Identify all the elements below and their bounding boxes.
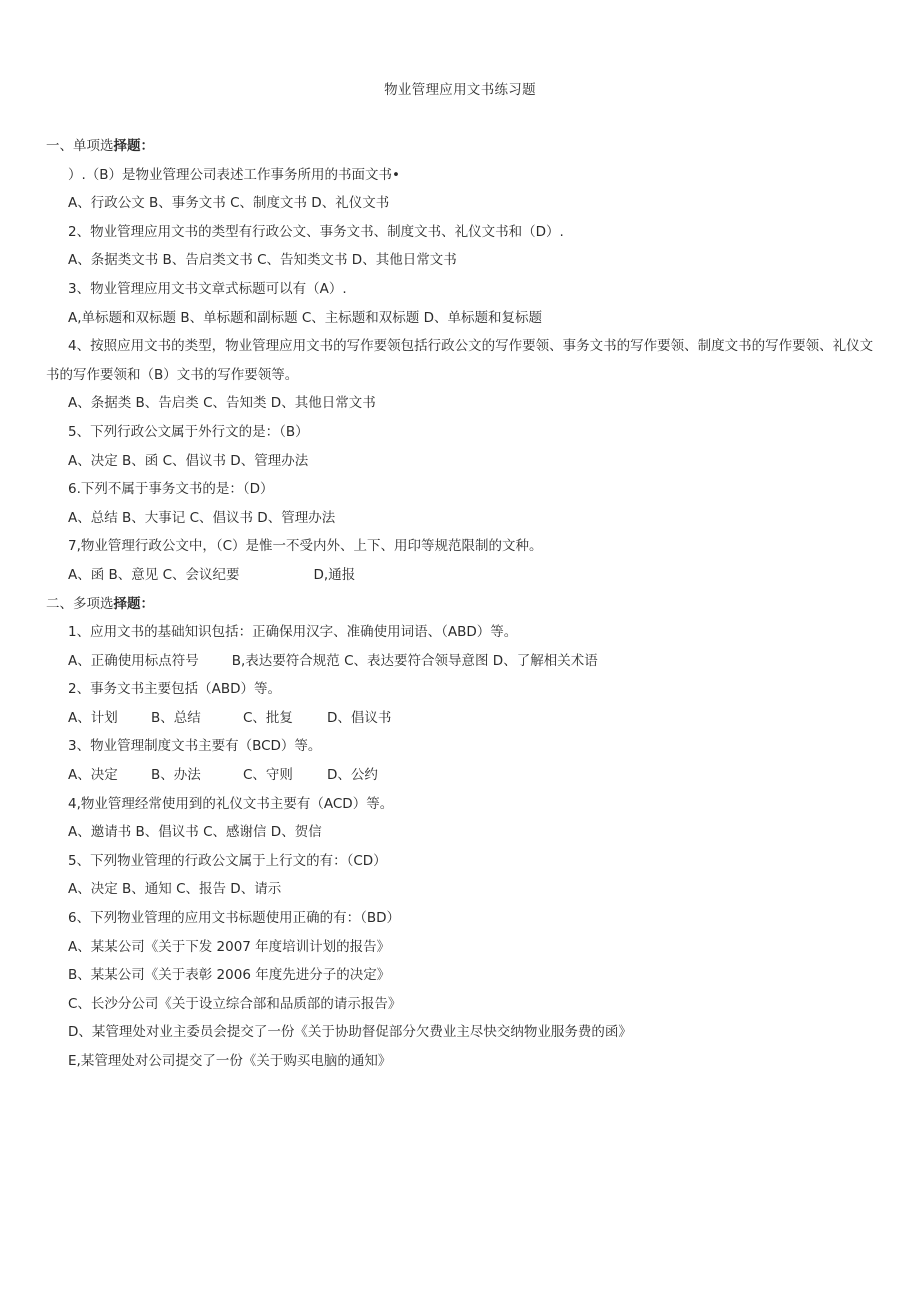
option-line: D、某管理处对业主委员会提交了一份《关于协助督促部分欠费业主尽快交纳物业服务费的函》 bbox=[68, 1024, 632, 1041]
section-heading-bold: 择题： bbox=[113, 595, 154, 612]
question-line: 7,物业管理行政公文中，（C）是惟一不受内外、上下、用印等规范限制的文种。 bbox=[68, 538, 543, 555]
question-line: ）.（B）是物业管理公司表述工作事务所用的书面文书• bbox=[68, 166, 401, 183]
document-title: 物业管理应用文书练习题 bbox=[384, 82, 536, 98]
option-line bbox=[46, 561, 876, 590]
option-item: B、办法 bbox=[151, 767, 201, 784]
option-group: D,通报 bbox=[313, 566, 356, 583]
option-item: D、倡议书 bbox=[327, 709, 392, 726]
option-line bbox=[46, 704, 876, 733]
option-line: A、条据类文书 B、告启类文书 C、告知类文书 D、其他日常文书 bbox=[68, 252, 457, 269]
option-line: A、行政公文 B、事务文书 C、制度文书 D、礼仪文书 bbox=[68, 195, 390, 212]
option-item: C、守则 bbox=[243, 767, 293, 784]
option-line bbox=[46, 761, 876, 790]
option-line: A、决定 B、通知 C、报告 D、请示 bbox=[68, 881, 282, 898]
question-line: 5、下列行政公文属于外行文的是：（B） bbox=[68, 423, 309, 440]
section-heading-multiple-choice bbox=[46, 590, 876, 619]
option-line: A,单标题和双标题 B、单标题和副标题 C、主标题和双标题 D、单标题和复标题 bbox=[68, 309, 542, 326]
question-line: 3、物业管理制度文书主要有（BCD）等。 bbox=[68, 738, 322, 755]
question-line: 3、物业管理应用文书文章式标题可以有（A）. bbox=[68, 280, 347, 297]
option-item: A、决定 bbox=[68, 767, 118, 784]
option-line bbox=[46, 647, 876, 676]
option-line: E,某管理处对公司提交了一份《关于购买电脑的通知》 bbox=[68, 1053, 392, 1069]
option-item: A、计划 bbox=[68, 709, 118, 726]
option-line: A、总结 B、大事记 C、倡议书 D、管理办法 bbox=[68, 509, 336, 526]
question-line: 2、物业管理应用文书的类型有行政公文、事务文书、制度文书、礼仪文书和（D）. bbox=[68, 223, 564, 240]
question-paragraph: 4、按照应用文书的类型，物业管理应用文书的写作要领包括行政公文的写作要领、事务文书的写作要领、制度文书的写作要领、礼仪文书的写作要领和（B）文书的写作要领等。 bbox=[46, 338, 874, 383]
option-group: B,表达要符合规范 C、表达要符合领导意图 D、了解相关术语 bbox=[231, 652, 598, 669]
section-heading-bold: 择题： bbox=[113, 138, 154, 154]
question-line: 6、下列物业管理的应用文书标题使用正确的有：（BD） bbox=[68, 910, 400, 927]
section-heading-single-choice bbox=[46, 132, 876, 161]
option-line: B、某某公司《关于表彰 2006 年度先进分子的决定》 bbox=[68, 967, 391, 984]
option-item: C、批复 bbox=[243, 709, 293, 726]
option-line: A、决定 B、函 C、倡议书 D、管理办法 bbox=[68, 452, 309, 469]
option-line: A、邀请书 B、倡议书 C、感谢信 D、贺信 bbox=[68, 824, 322, 841]
option-group: A、函 B、意见 C、会议纪要 bbox=[68, 566, 240, 583]
section-heading-prefix: 一、单项选 bbox=[46, 138, 114, 154]
question-line: 6.下列不属于事务文书的是：（D） bbox=[68, 481, 274, 498]
question-line: 2、事务文书主要包括（ABD）等。 bbox=[68, 681, 281, 698]
option-line: A、条据类 B、告启类 C、告知类 D、其他日常文书 bbox=[68, 395, 376, 412]
question-line: 1、应用文书的基础知识包括：正确保用汉字、准确使用词语、（ABD）等。 bbox=[68, 624, 518, 641]
question-line: 4,物业管理经常使用到的礼仪文书主要有（ACD）等。 bbox=[68, 795, 394, 812]
option-item: D、公约 bbox=[327, 767, 378, 784]
section-heading-prefix: 二、多项选 bbox=[46, 595, 114, 612]
option-group: A、正确使用标点符号 bbox=[68, 652, 199, 669]
option-line: C、长沙分公司《关于设立综合部和品质部的请示报告》 bbox=[68, 995, 402, 1012]
option-line: A、某某公司《关于下发 2007 年度培训计划的报告》 bbox=[68, 938, 391, 955]
option-item: B、总结 bbox=[151, 709, 201, 726]
document-body bbox=[46, 132, 876, 1076]
question-line: 5、下列物业管理的行政公文属于上行文的有：（CD） bbox=[68, 852, 387, 869]
